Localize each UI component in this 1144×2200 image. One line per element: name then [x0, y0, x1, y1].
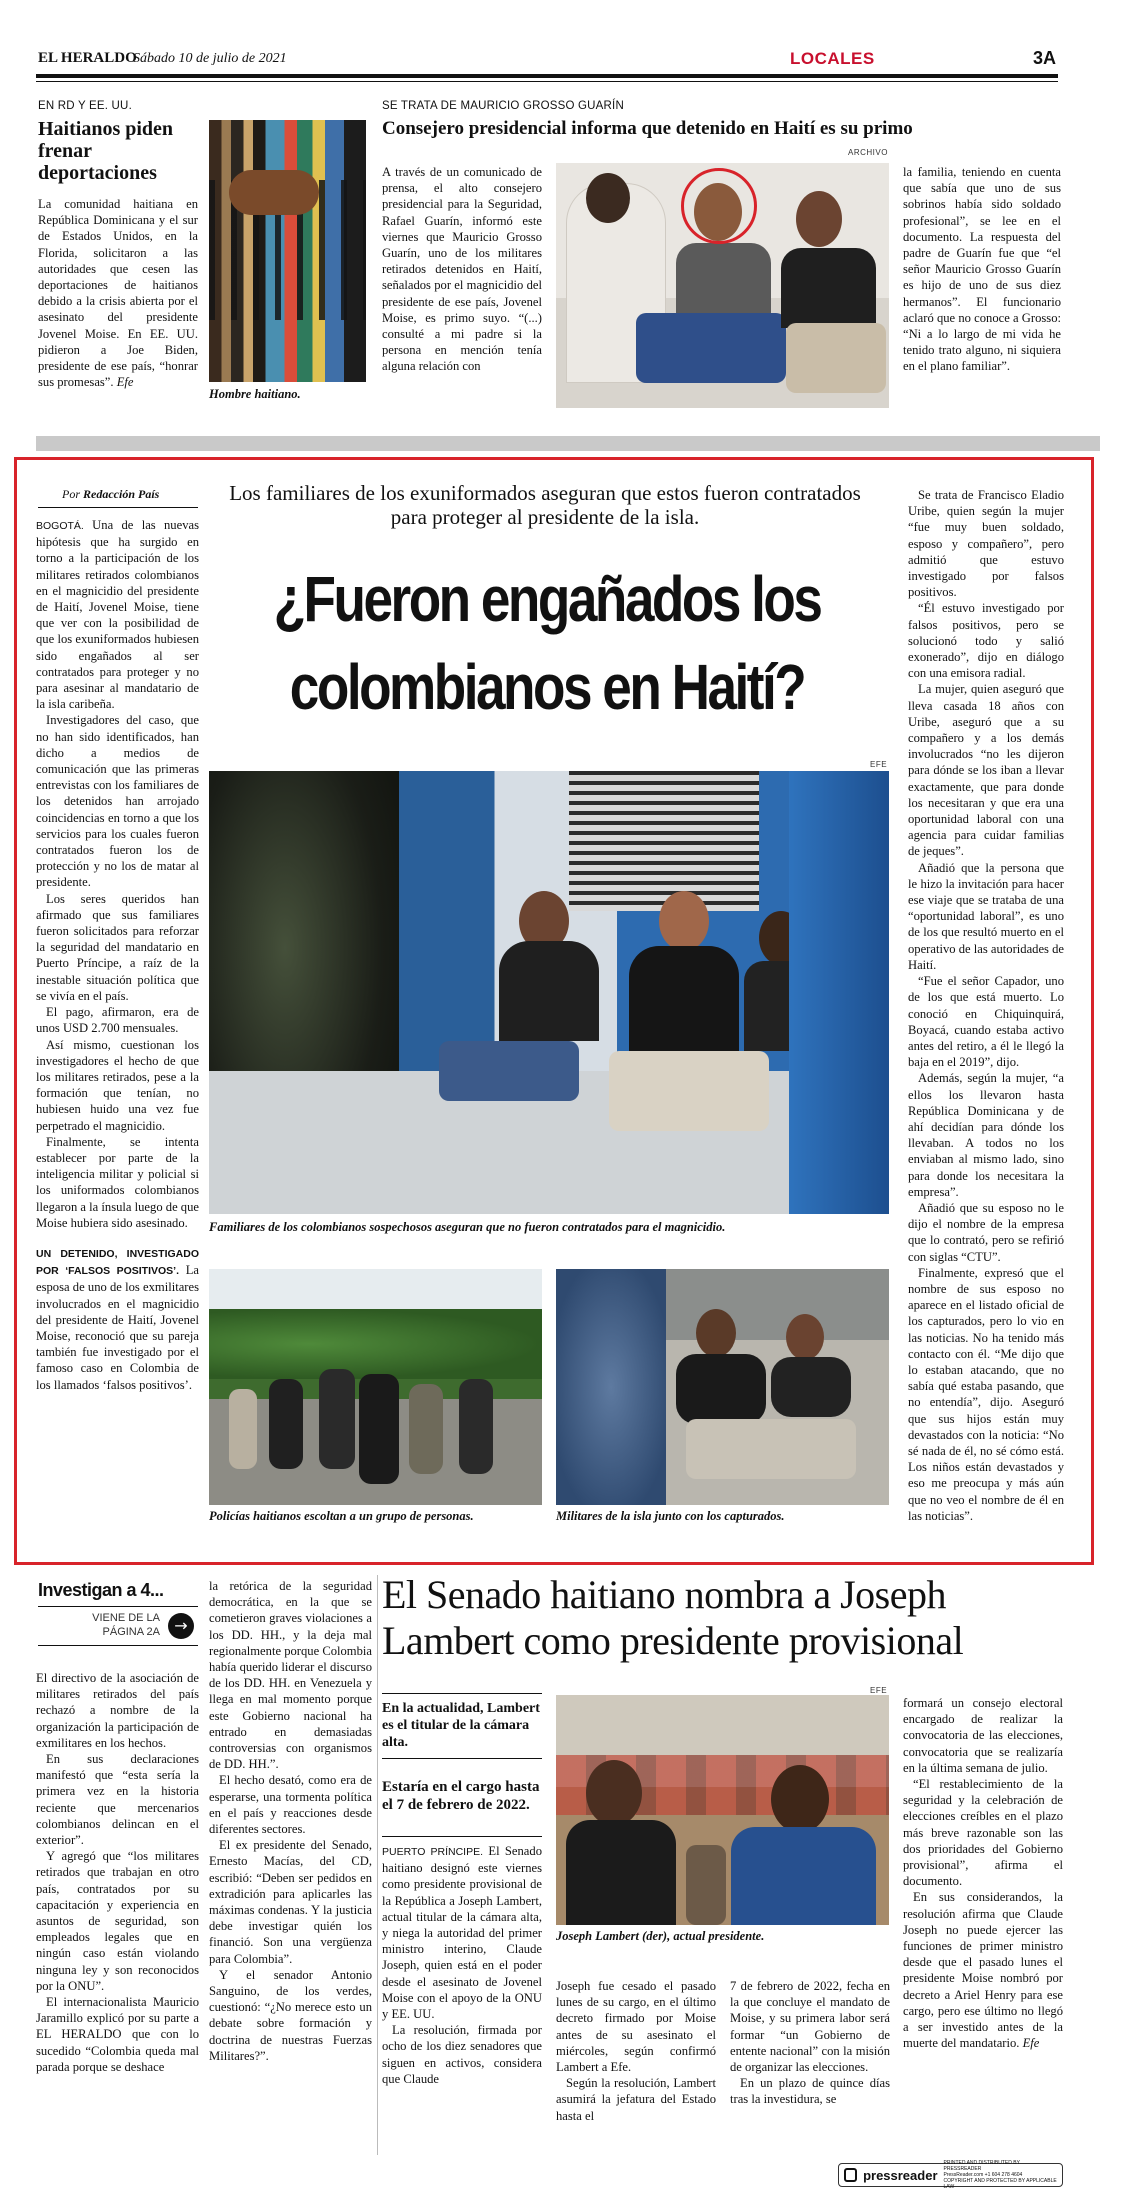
column-divider: [377, 1575, 378, 2155]
consejero-col2: la familia, teniendo en cuenta que sabía que uno de sus sobrinos había sido soldado profesional”, se lee en el documento. La respuesta del padre de Guarín fue que “el señor Mauricio Grosso Guarín es hijo de uno de sus diez hermanos”. El funcionario aclaró que no conoce a Grosso: “Ni a lo largo de mi vida he tenido trato alguno, ni siquiera en el plano familiar”.: [903, 165, 1061, 374]
page-number: 3A: [1033, 48, 1057, 68]
issue-date: Sábado 10 de julio de 2021: [133, 51, 287, 66]
investigan-rule-bottom: [38, 1645, 198, 1646]
haitian-man-photo: [209, 120, 366, 382]
investigan-col2: la retórica de la seguridad democrática, en la que se cometieron graves violaciones a los DD. HH., y la deja mal regionalmente porque Colombia había querido liderar el discurso de los DD. HH. en Venezuela y llega en mal momento porque este Gobierno nacional ha entrado en demasiadas controversias con organismos de DD. HH.”. El hecho desató, como era de esperarse, una tormenta política en el país y reacciones desde diferentes sectores. El ex presidente del Senado, Ernesto Macías, del CD, escribió: “Deben ser pedidos en extradición para aplicarles las máximas condenas. Y la justicia debe investigar quién los financió. Son una vergüenza para Colombia”. Y el senador Antonio Sanguino, de los verdes, cuestionó: “¿No merece esto un debate sobre formación y doctrina de nuestras Fuerzas Militares?”.: [209, 1579, 372, 2063]
senado-box2-rule: [382, 1836, 542, 1837]
senado-box2: Estaría en el cargo hasta el 7 de febrero de 2022.: [382, 1779, 540, 1813]
senado-box1: En la actualidad, Lambert es el titular de la cámara alta.: [382, 1701, 540, 1750]
main-photo-credit: EFE: [870, 760, 888, 769]
main-subhead: UN DETENIDO, INVESTIGADO POR ‘FALSOS POSITIVOS’.: [36, 1247, 199, 1278]
investigan-jump[interactable]: VIENE DE LA PÁGINA 2A: [92, 1612, 160, 1638]
main-right-column: Se trata de Francisco Eladio Uribe, quien según la mujer “fue muy buen soldado, esposo y compañero”, pero admitió que estuvo investigado por falsos positivos. “Él estuvo investigado por falsos positivos, pero se solucionó todo y salió exonerado”, dijo en diálogo con una emisora radial. La mujer, quien aseguró que lleva casada 18 años con Uribe, aseguró que a su compañero y a los demás involucrados “no les dijeron para dónde se los iban a llevar exactamente, que para donde los necesitaran y que era una oportunidad laboral con una agencia para cuidar familias de jeques”. Añadió que la persona que le hizo la invitación para hacer ese viaje que se trataba de una “oportunidad laboral”, es uno de los que resultó muerto en el operativo de las autoridades de Haití. “Fue el señor Capador, uno de los que está muerto. Lo conoció en Chiquinquirá, Boyacá, cuando estaba activo antes del retiro, a él le llegó la baja en el 2019”, dijo. Además, según la mujer, “a ellos los llevaron hasta República Dominicana y de ahí decidían para dónde los llevaban. A todos no los enviaban al mismo lado, sino para donde los necesitara la empresa”. Añadió que su esposo no le dijo el nombre de la empresa que lo contrató, pero se refirió con siglas “CTU”. Finalmente, expresó que el nombre de sus esposo no aparece en el listado oficial de los capturados, pero lo vio en las noticias. No ha tenido más contacto con él. “Me dijo que lo estaban atacando, que no sabía qué estaba pasando, que no entendía”, dijo. Aseguró que sus hijos están muy devastados con la noticia: “No sé nada de él, no sé cómo está. Los niños están devastados y eso me preocupa y más aún que no veo el nombre de él en las noticias”.: [908, 488, 1064, 1523]
separator-band: [36, 436, 1100, 451]
senado-photo-caption: Joseph Lambert (der), actual presidente.: [556, 1929, 765, 1943]
joseph-lambert-photo: [556, 1695, 889, 1925]
consejero-headline: Consejero presidencial informa que detenido en Haití es su primo: [382, 118, 913, 139]
senado-headline: El Senado haitiano nombra a Joseph Lambert como presidente provisional: [382, 1572, 964, 1663]
haitianos-body: La comunidad haitiana en República Dominicana y el sur de Estados Unidos, en la Florida, solicitaron a las autoridades que cesen las deportaciones de haitianos debido a la crisis abierta por el asesinato del presidente Jovenel Moise. En EE. UU. pidieron a Joe Biden, presidente de ese país, “honrar sus promesas”. Efe: [38, 197, 198, 390]
detainees-photo: [556, 163, 889, 408]
main-byline: Por Redacción País: [62, 487, 160, 501]
military-captured-photo: [556, 1269, 889, 1505]
haitianos-headline: Haitianos piden frenar deportaciones: [38, 118, 174, 184]
investigan-headline: Investigan a 4...: [38, 1580, 164, 1600]
senado-box1-rule-bottom: [382, 1758, 542, 1759]
main-photo-detainees: [209, 771, 889, 1214]
military-photo-caption: Militares de la isla junto con los capturados.: [556, 1509, 785, 1523]
senado-col2: Joseph fue cesado el pasado lunes de su cargo, en el último decreto firmado por Moise antes de su asesinato el miércoles, según confirmó Lambert a Efe. Según la resolución, Lambert asumirá la jefatura del Estado hasta el: [556, 1979, 716, 2123]
paper-name: EL HERALDO: [38, 50, 137, 66]
senado-col1: PUERTO PRÍNCIPE. El Senado haitiano designó este viernes como presidente provisional de la República a Joseph Lambert, actual titular de la cámara alta, y niega la autoridad del primer ministro interino, Claude Joseph, quien está en el poder desde el asesinato de Jovenel Moise con el apoyo de la ONU y EE. UU. La resolución, firmada por ocho de los diez senadores que siguen en activos, considera que Claude: [382, 1844, 542, 2086]
pressreader-icon: [844, 2168, 857, 2182]
consejero-col1: A través de un comunicado de prensa, el alto consejero presidencial para la Seguridad, Rafael Guarín, informó este viernes que Mauricio Grosso Guarín, uno de los militares retirados detenidos en Haití, señalados por el magnicidio del presidente de ese país, Jovenel Moise, es primo suyo. “(...) consulté a mi padre si la persona en mención tenía alguna relación con: [382, 165, 542, 374]
pressreader-small: PRINTED AND DISTRIBUTED BY PRESSREADER PressReader.com +1 604 278 4604 COPYRIGHT AND PROTECTED BY APPLICABLE LAW: [943, 2160, 1057, 2190]
police-escort-photo: [209, 1269, 542, 1505]
highlight-circle: [681, 168, 757, 244]
haitianos-kicker: EN RD Y EE. UU.: [38, 100, 132, 112]
haitianos-photo-caption: Hombre haitiano.: [209, 387, 301, 401]
senado-col4: formará un consejo electoral encargado de realizar la convocatoria de las elecciones, convocatoria que se realizaría en la última semana de julio. “El restablecimiento de la seguridad y la celebración de elecciones creíbles en el plazo más breve razonable son las dos prioridades del Gobierno provisional”, afirma el documento. En sus considerandos, la resolución afirma que Claude Joseph no puede ejercer las funciones de primer ministro desde que el pasado lunes el presidente Moise nombró por decreto a Ariel Henry para ese cargo, pero ese último no llegó a ser investido antes de la muerte del mandatario. Efe: [903, 1696, 1063, 2051]
section-name: LOCALES: [790, 49, 875, 68]
main-deck: Los familiares de los exuniformados aseguran que estos fueron contratados para proteger al presidente de la isla.: [229, 481, 861, 529]
masthead-rule: [36, 74, 1058, 78]
arrow-right-icon[interactable]: →: [168, 1613, 194, 1639]
police-photo-caption: Policías haitianos escoltan a un grupo de personas.: [209, 1509, 474, 1523]
masthead-rule-thin: [36, 81, 1058, 82]
investigan-col1: El directivo de la asociación de militares retirados del país rechazó a nombre de la organización la participación de exmilitares en los hechos. En sus declaraciones manifestó que “esta sería la primera vez en la historia reciente que mercenarios colombianos delincan en el exterior”. Y agregó que “los militares retirados que trabajan en otro país, contratados por su capacitación y experiencia en asuntos de seguridad, son empleados legales que en ningún caso están violando ninguna ley y son reconocidos por la ONU”. El internacionalista Mauricio Jaramillo explicó por su parte a EL HERALDO que con lo sucedido “Colombia queda mal parada porque se deshace: [36, 1671, 199, 2074]
pressreader-logo[interactable]: [838, 2160, 1063, 2190]
senado-box1-rule: [382, 1693, 542, 1694]
main-headline: ¿Fueron engañados los colombianos en Haití?: [273, 563, 821, 723]
byline-rule: [38, 507, 198, 508]
pressreader-brand: pressreader: [863, 2167, 938, 2183]
senado-col3: 7 de febrero de 2022, fecha en la que concluye el mandato de Moise, y su primera labor será formar “un Gobierno de entente nacional” con la misión de organizar las elecciones. En un plazo de quince días tras la investidura, se: [730, 1979, 890, 2107]
consejero-photo-credit: ARCHIVO: [848, 148, 888, 157]
senado-photo-credit: EFE: [870, 1686, 888, 1695]
main-photo-caption: Familiares de los colombianos sospechosos aseguran que no fueron contratados para el magnicidio.: [209, 1220, 726, 1234]
consejero-kicker: SE TRATA DE MAURICIO GROSSO GUARÍN: [382, 100, 624, 112]
main-left-column: BOGOTÁ. Una de las nuevas hipótesis que ha surgido en torno a la participación de los militares retirados colombianos en el magnicidio del presidente de Haití, Jovenel Moise, tiene que ver con la posibilidad de que los exuniformados hubiesen sido engañados al ser contratados para proteger y no para asesinar al mandatario de la isla caribeña. Investigadores del caso, que no han sido identificados, han dicho a medios de comunicación que las primeras entrevistas con los familiares de los detenidos han arrojado coincidencias en torno a que los servicios para los cuales fueron contratados fueron los de protección y no los de matar al presidente. Los seres queridos han afirmado que sus familiares fueron solicitados para reforzar la seguridad del mandatario en Puerto Príncipe, a raíz de la inestable situación política que se vivía en el país. El pago, afirmaron, era de unos USD 2.700 mensuales. Así mismo, cuestionan los investigadores el hecho de que los militares retirados, pese a la formación que tenían, no hubiesen huido una vez fue perpetrado el magnicidio. Finalmente, se intenta establecer por parte de la inteligencia militar y policial si los uniformados colombianos llegaron a la ínsula luego de que Moise hubiera sido asesinado. UN DETENIDO, INVESTIGADO POR ‘FALSOS POSITIVOS’. La esposa de uno de los exmilitares involucrados en el magnicidio del presidente de Haití, Jovenel Moise, reconoció que su pareja también fue investigado por el famoso caso en Colombia de los llamados ‘falsos positivos’.: [36, 518, 199, 1392]
investigan-rule: [38, 1606, 198, 1607]
